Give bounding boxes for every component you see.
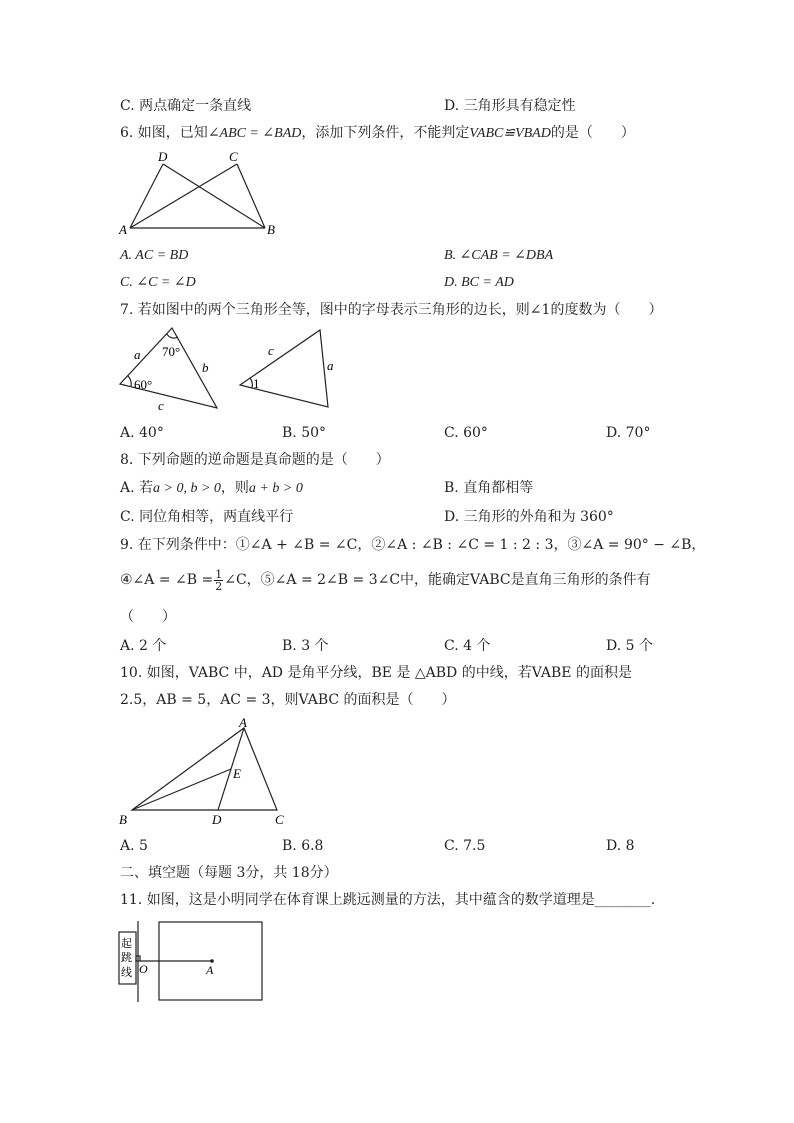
q9-option-b: B. 3 个 [282,638,329,654]
q6-stem [120,124,635,143]
q8-option-a [120,479,303,498]
q8-option-a-math2: a + b > 0 [248,481,303,496]
q7-label-a2: a [327,358,334,373]
q10-figure [112,716,302,830]
q8-option-d: D. 三角形的外角和为 360° [444,509,614,525]
q9-option-a: A. 2 个 [120,638,167,654]
q6-stem-suffix: 的是（ ） [550,125,635,141]
q8-option-b: B. 直角都相等 [444,480,534,496]
q9-stem-line3: （ ） [120,609,176,625]
q6-option-a: A. AC = BD [120,248,189,263]
q10-label-c: C [275,812,284,827]
q6-label-b: B [267,222,275,237]
q9-stem-line2 [120,568,651,592]
q9-stem-line1: 9. 在下列条件中：①∠A + ∠B = ∠C，②∠A : ∠B : ∠C = 1 : 2 : 3，③∠A = 90° − ∠B， [120,537,706,553]
q6-stem-middle: ，添加下列条件，不能判定 [301,125,470,141]
q6-option-b: B. ∠CAB = ∠DBA [444,248,554,263]
q9-fraction [214,569,223,592]
q7-label-60: 60° [134,377,153,392]
q7-option-c: C. 60° [444,425,488,441]
q7-label-70: 70° [162,344,181,359]
q9-option-d: D. 5 个 [606,638,653,654]
q8-option-c: C. 同位角相等，两直线平行 [120,509,294,525]
q9-option-c: C. 4 个 [444,638,491,654]
q10-stem-line2: 2.5，AB = 5，AC = 3，则VABC 的面积是（ ） [120,692,456,708]
q5-option-c: C. 两点确定一条直线 [120,98,252,114]
q7-option-b: B. 50° [282,425,327,441]
q6-label-a: A [119,222,127,237]
q10-label-a: A [239,716,247,730]
q11-label-a: A [206,963,214,977]
q10-stem-line1: 10. 如图，VABC 中，AD 是角平分线，BE 是 △ABD 的中线，若VABE 的面积是 [120,665,632,681]
q7-label-c2: c [268,343,274,358]
q10-option-b: B. 6.8 [282,838,324,854]
q6-label-c: C [229,149,238,164]
q7-label-b1: b [202,360,209,375]
q8-option-a-math: a > 0, b > 0 [153,481,221,496]
q11-stem: 11. 如图，这是小明同学在体育课上跳远测量的方法，其中蕴含的数学道理是________. [120,892,656,908]
q6-stem-condition: ∠ABC = ∠BAD [207,126,302,141]
q7-stem: 7. 若如图中的两个三角形全等，图中的字母表示三角形的边长，则∠1的度数为（ ） [120,302,663,318]
q6-figure [110,148,290,240]
q6-label-d: D [158,149,168,164]
q6-stem-prefix: 6. 如图，已知 [120,125,208,141]
q7-label-angle1: 1 [253,376,260,391]
q10-label-d: D [212,812,222,827]
q10-option-a: A. 5 [120,838,148,854]
q6-option-d: D. BC = AD [444,275,514,290]
q5-option-d: D. 三角形具有稳定性 [444,98,576,114]
q8-option-a-prefix: A. 若 [120,480,154,496]
q8-stem: 8. 下列命题的逆命题是真命题的是（ ） [120,452,390,468]
q11-label-char1: 起 [121,938,132,950]
q10-label-e: E [233,766,241,781]
q11-figure [112,916,272,1008]
q11-label-char2: 跳 [121,952,132,964]
q11-label-o: O [139,962,148,976]
q8-option-a-middle: ，则 [220,480,249,496]
q6-option-c: C. ∠C = ∠D [120,275,196,290]
q9-fraction-denominator: 2 [215,579,223,593]
q7-option-a: A. 40° [120,425,164,441]
q7-figure [112,322,352,414]
section-title: 二、填空题（每题 3分，共 18分） [120,865,338,881]
q9-fraction-numerator: 1 [215,567,223,581]
q7-option-d: D. 70° [606,425,651,441]
q9-stem-line2-prefix: ④∠A = ∠B = [120,572,214,588]
q7-label-a1: a [134,347,141,362]
q7-label-c1: c [158,398,164,413]
q10-option-c: C. 7.5 [444,838,486,854]
q11-label-char3: 线 [121,967,132,979]
q6-stem-congruence: VABC≌VBAD [469,126,551,141]
q10-option-d: D. 8 [606,838,635,854]
q9-stem-line2-suffix: ∠C，⑤∠A = 2∠B = 3∠C中，能确定VABC是直角三角形的条件有 [224,572,651,588]
q10-label-b: B [119,812,127,827]
